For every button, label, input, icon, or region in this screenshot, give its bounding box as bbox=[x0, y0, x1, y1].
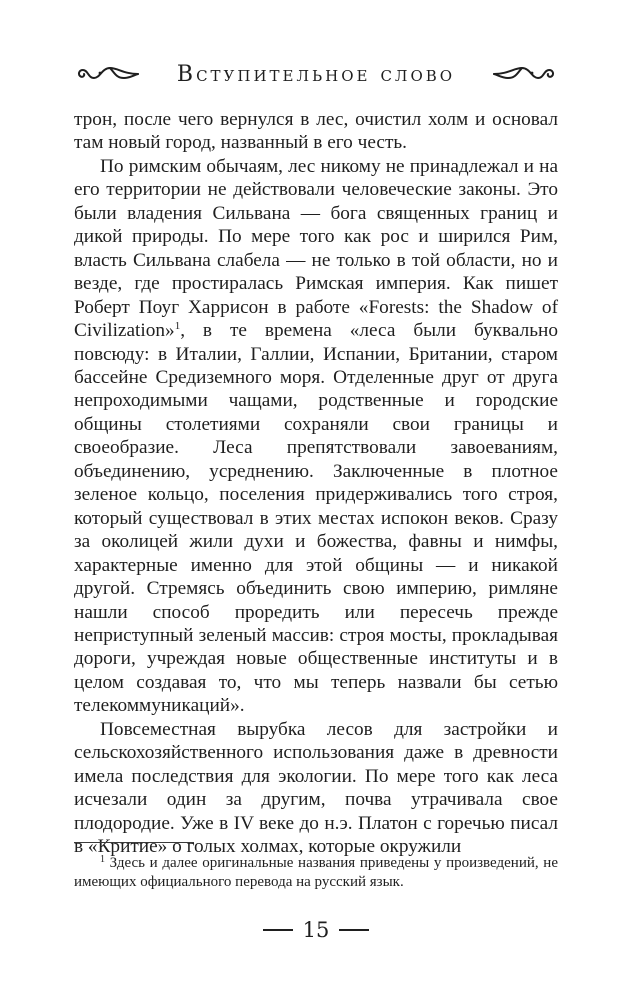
page-number-dash-right bbox=[339, 929, 369, 931]
running-header bbox=[74, 54, 558, 94]
flourish-right-icon bbox=[492, 63, 558, 85]
flourish-left-icon bbox=[74, 63, 140, 85]
page-number-dash-left bbox=[263, 929, 293, 931]
paragraph-continuation: трон, после чего вернулся в лес, очистил холм и основал там новый город, названный в его честь. bbox=[74, 109, 558, 154]
footnote-marker: 1 bbox=[100, 854, 105, 865]
body-text bbox=[74, 108, 558, 859]
page-number: 15 bbox=[302, 918, 330, 942]
footnote-divider bbox=[74, 842, 194, 843]
page-number-row bbox=[0, 916, 632, 944]
footnote-reference[interactable]: 1 bbox=[174, 320, 181, 333]
paragraph-text-before-ref: По римским обычаям, лес никому не принадлежал и на его территории не действовали человеческие законы. Это были владения Сильвана — бога священных границ и дикой природы. По мере того как рос и ширился Рим, власть Сильвана слабела — не только в той области, но и везде, где простиралась Римская империя. Как пишет Роберт Поуг Харрисон в работе «Forests: the Shadow of Civilization» bbox=[74, 155, 558, 342]
paragraph-text-after-ref: , в те времена «леса были буквально повсюду: в Италии, Галлии, Испании, Британии, старом бассейне Средиземного моря. Отделенные друг от друга непроходимыми чащами, родственные и городские общины столетиями сохраняли свои границы и своеобразие. Леса препятствовали завоеваниям, объединению, усреднению. Заключенные в плотное зеленое кольцо, поселения придерживались того строя, который существовал в этих местах испокон веков. Сразу за околицей жили духи и божества, фавны и нимфы, характерные именно для этой общины — и никакой другой. Стремясь объединить свою империю, римляне нашли способ проредить или пересечь прежде неприступный зеленый массив: строя мосты, прокладывая дороги, учреждая новые общественные институты и в целом создавая то, что мы теперь назвали бы сетью телекоммуникаций». bbox=[74, 320, 558, 717]
paragraph-roman-forests bbox=[74, 155, 558, 718]
footnote bbox=[74, 854, 558, 891]
footnote-text: Здесь и далее оригинальные названия приведены у произведений, не имеющих официального перевода на русский язык. bbox=[74, 855, 558, 890]
running-header-title: Вступительное слово bbox=[176, 61, 456, 87]
paragraph-deforestation: Повсеместная вырубка лесов для застройки и сельскохозяйственного использования даже в древности имела последствия для экологии. По мере того как леса исчезали один за другим, почва утрачивала свое плодородие. Уже в IV веке до н.э. Платон с горечью писал в «Критие» о голых холмах, которые окружили bbox=[74, 718, 558, 858]
